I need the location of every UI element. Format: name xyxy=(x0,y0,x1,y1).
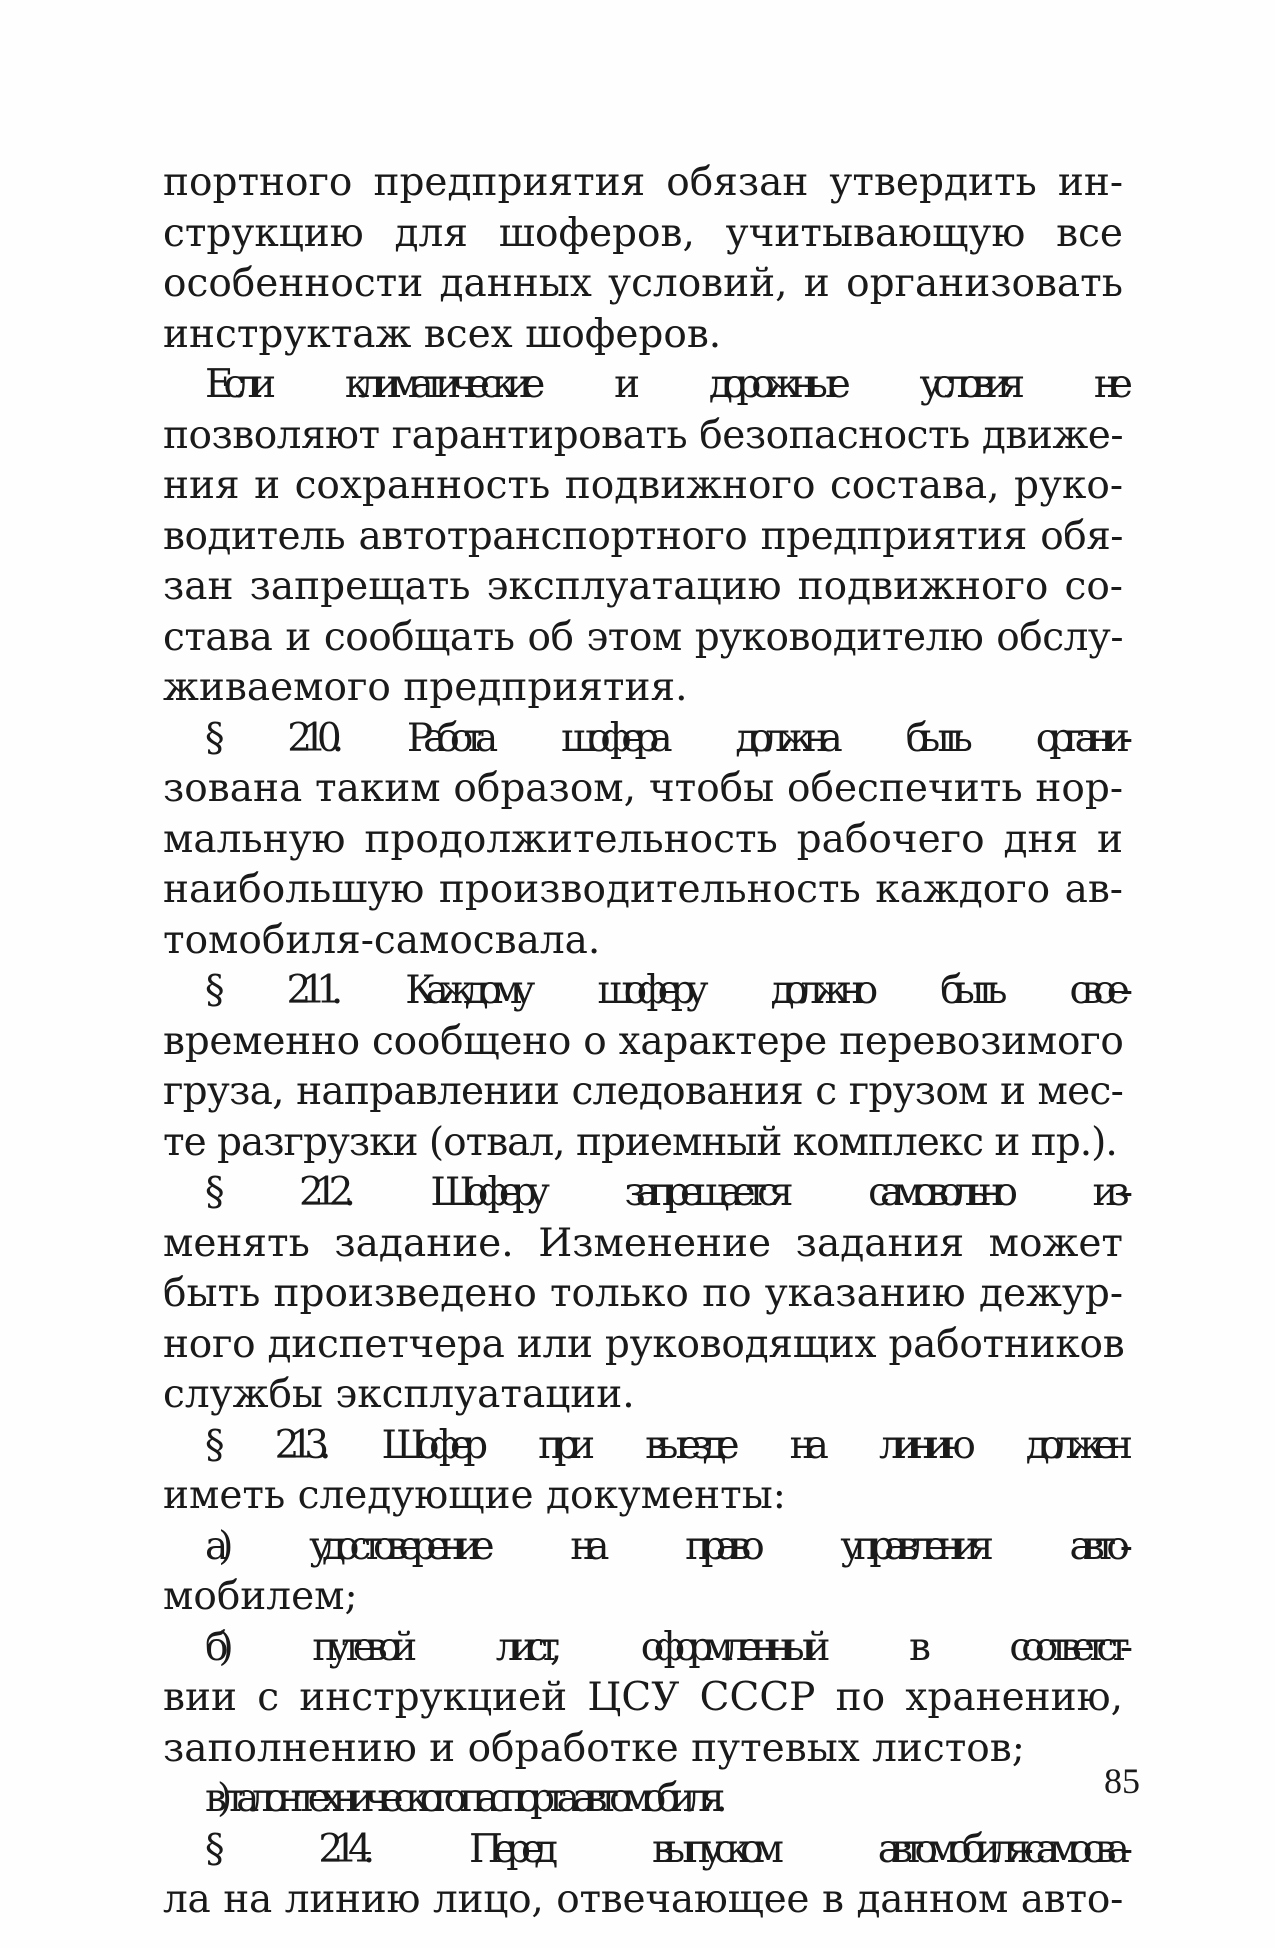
text-line: в) талон технического паспорта автомобиля. xyxy=(205,1776,718,1821)
text-line: § 210. Работа шофера должна быть органи- xyxy=(205,715,1123,761)
text-line: Если климатические и дорожные условия не xyxy=(205,362,1123,407)
text-line: менять задание. Изменение задания может xyxy=(163,1220,1123,1266)
text-line: заполнению и обработке путевых листов; xyxy=(163,1725,1025,1771)
text-line: зан запрещать эксплуатацию подвижного со- xyxy=(163,564,1123,609)
text-line: временно сообщено о характере перевозимого xyxy=(163,1018,1124,1064)
text-line: мобилем; xyxy=(163,1574,358,1619)
text-line: струкцию для шоферов, учитывающую все xyxy=(163,210,1123,256)
text-line: става и сообщать об этом руководителю обслу- xyxy=(163,614,1123,660)
text-line: водитель автотранспортного предприятия обя- xyxy=(163,513,1123,559)
text-line: ния и сохранность подвижного состава, руко- xyxy=(163,463,1123,508)
text-line: службы эксплуатации. xyxy=(163,1372,635,1417)
text-line: б) путевой лист, оформленный в соответст- xyxy=(205,1624,1123,1670)
page-number: 85 xyxy=(1104,1761,1140,1801)
text-line: особенности данных условий, и организовать xyxy=(163,261,1123,306)
text-line: § 211. Каждому шоферу должно быть свое- xyxy=(205,968,1123,1013)
text-line: живаемого предприятия. xyxy=(163,665,688,710)
text-line: груза, направлении следования с грузом и мес- xyxy=(163,1069,1123,1114)
text-line: томобиля-самосвала. xyxy=(163,917,601,963)
text-line: § 213. Шофер при выезде на линию должен xyxy=(205,1422,1123,1468)
text-line: зована таким образом, чтобы обеспечить нор- xyxy=(163,766,1123,811)
text-line: ного диспетчера или руководящих работников xyxy=(163,1321,1125,1367)
text-line: наибольшую производительность каждого ав- xyxy=(163,867,1123,912)
text-line: те разгрузки (отвал, приемный комплекс и пр.). xyxy=(163,1119,1117,1165)
text-line: быть произведено только по указанию дежур- xyxy=(163,1271,1123,1316)
text-line: портного предприятия обязан утвердить ин- xyxy=(163,160,1123,205)
text-line: а) удостоверение на право управления авто- xyxy=(205,1523,1123,1569)
text-line: инструктаж всех шоферов. xyxy=(163,311,722,357)
text-line: § 212. Шоферу запрещается самовольно из- xyxy=(205,1170,1123,1215)
text-line: мальную продолжительность рабочего дня и xyxy=(163,816,1123,862)
text-line: вии с инструкцией ЦСУ СССР по хранению, xyxy=(163,1675,1123,1720)
text-line: § 214. Перед выпуском автомобиля-самосва- xyxy=(205,1826,1123,1872)
text-line: ла на линию лицо, отвечающее в данном авто- xyxy=(163,1877,1123,1922)
text-line: позволяют гарантировать безопасность движе- xyxy=(163,412,1123,458)
body-text xyxy=(163,158,1123,1926)
text-line: иметь следующие документы: xyxy=(163,1473,786,1518)
